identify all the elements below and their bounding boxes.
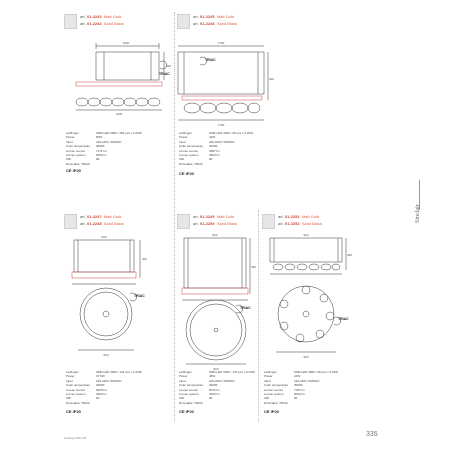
spec-value: SMD LED 3000 / 144 pcs x 0.24W [96, 370, 142, 374]
spec-key: Dimmable: TRIAC [66, 161, 91, 166]
certification-marks: CE IP20 [66, 168, 81, 173]
spec-value: 4687 lm [209, 148, 220, 153]
dimension-label: 1000 [115, 112, 123, 116]
triac-label: TRIAC [338, 317, 349, 321]
dimension-label: 800 [213, 367, 219, 371]
dimension-label: 250 [166, 64, 172, 68]
dimension-label: 400 [251, 265, 257, 269]
footer-text: Catalog 2024-25 [64, 436, 87, 440]
spec-key: CRI [66, 157, 72, 162]
spec-key: Input [264, 378, 271, 383]
spec-value: 90 [294, 396, 298, 401]
spec-key: Power [179, 135, 188, 140]
spec-key: Power [264, 374, 273, 379]
product-thumbnail [64, 14, 77, 29]
spec-key: Dimmable: TRIAC [264, 400, 289, 405]
spec-key: Power [179, 374, 188, 379]
dimension-label: 900 [303, 355, 309, 359]
dimension-label: 1700 [217, 123, 225, 127]
spec-value: 5425 lm [96, 387, 107, 392]
spec-value: 7787 lm [294, 387, 305, 392]
product-drawing [262, 234, 362, 374]
spec-key: Lumen source [179, 148, 199, 153]
certification-marks: CE IP20 [179, 409, 194, 414]
spec-key: CRI [66, 396, 72, 401]
certification-marks: CE IP20 [264, 409, 279, 414]
spec-value: SMD LED 3000 / 96 pcs x 0.24W [294, 370, 339, 374]
product-thumbnail [64, 214, 77, 229]
triac-label: TRIAC [240, 306, 251, 310]
triac-label: TRIAC [159, 72, 170, 76]
spec-value: SMD LED 3000 / 256 pcs x 0.24W [96, 131, 142, 135]
dimension-label: 600 [103, 353, 109, 357]
dimension-label: 1000 [122, 41, 130, 45]
article-line: art. 01-2246 Sand Black [193, 21, 238, 26]
spec-key: CRI [179, 157, 185, 162]
spec-key: Leilfingen [179, 370, 192, 374]
spec-value: 5000 lm [294, 392, 305, 397]
triac-label: TRIAC [205, 58, 216, 62]
spec-row [179, 401, 255, 405]
spec-row [264, 401, 338, 405]
spec-key: Lumen source [66, 148, 86, 153]
spec-value: 220-240V, 50/60Hz [96, 139, 122, 144]
spec-value: 220-240V, 50/60Hz [294, 378, 320, 383]
spec-table [264, 370, 338, 405]
spec-key: Color temperature [66, 383, 91, 388]
spec-value: 5000 lm [96, 153, 107, 158]
spec-key: Lumen source [264, 387, 284, 392]
spec-key: Color temperature [66, 144, 91, 149]
spec-row [66, 162, 142, 166]
spec-key: Color temperature [264, 383, 289, 388]
spec-value: 3000K [294, 383, 303, 388]
spec-value: 220-240V, 50/60Hz [96, 378, 122, 383]
spec-key: Lumen system [264, 392, 284, 397]
spec-row [179, 162, 253, 166]
spec-value: 4000 lm [209, 392, 220, 397]
article-line: art. 01-2252 Sand Black [278, 221, 323, 226]
spec-value: 90 [209, 157, 213, 162]
spec-key: Color temperature [179, 144, 204, 149]
spec-key: Input [179, 378, 186, 383]
spec-key: Lumen system [179, 153, 199, 158]
spec-key: CRI [179, 396, 185, 401]
article-line: art. 01-2243 Matt Gold [80, 14, 122, 19]
spec-value: 37.5W [96, 374, 105, 379]
certification-marks: CE IP20 [179, 171, 194, 176]
article-line: art. 01-2250 Sand Black [193, 221, 238, 226]
product-drawing [178, 40, 278, 135]
dimension-label: 400 [269, 77, 275, 81]
spec-value: SMD LED 3000 / 176 pcs x 0.24W [209, 370, 255, 374]
spec-key: CRI [264, 396, 270, 401]
spec-value: 3000K [209, 144, 218, 149]
spec-key: Power [66, 135, 75, 140]
dimension-label: 900 [303, 233, 309, 237]
spec-table [179, 370, 255, 405]
product-drawing [64, 234, 164, 374]
page-number: 335 [366, 431, 378, 438]
dimension-label: 1700 [217, 41, 225, 45]
spec-key: Input [66, 378, 73, 383]
spec-value: SMD LED 3000 / 96 pcs x 0.24W [209, 131, 254, 135]
certification-marks: CE IP20 [66, 409, 81, 414]
spec-key: Input [179, 139, 186, 144]
product-thumbnail [177, 14, 190, 29]
spec-value: 3000K [96, 144, 105, 149]
spec-table [66, 131, 142, 166]
spec-table [66, 370, 142, 405]
spec-value: 24W [294, 374, 301, 379]
spec-value: 3563 lm [209, 153, 220, 158]
spec-value: 90 [209, 396, 213, 401]
column-divider [174, 12, 175, 422]
triac-label: TRIAC [134, 294, 145, 298]
spec-table [179, 131, 253, 166]
spec-value: 3000K [209, 383, 218, 388]
spec-key: Input [66, 139, 73, 144]
spec-value: 90 [96, 396, 100, 401]
product-drawing [178, 234, 258, 374]
article-line: art. 01-2244 Sand Black [80, 21, 125, 26]
spec-key: Lumen system [179, 392, 199, 397]
article-line: art. 01-2245 Matt Gold [193, 14, 235, 19]
spec-key: Leilfingen [66, 131, 79, 135]
spec-key: Lumen source [66, 387, 86, 392]
product-thumbnail [177, 214, 190, 229]
spec-key: Color temperature [179, 383, 204, 388]
spec-value: 3000K [96, 383, 105, 388]
dimension-label: 600 [101, 235, 107, 239]
column-divider [258, 210, 259, 422]
article-line: art. 01-2247 Matt Gold [80, 214, 122, 219]
spec-row [66, 401, 142, 405]
spec-key: Leilfingen [179, 131, 192, 135]
collection-title: Sinclair [415, 204, 421, 223]
spec-key: Lumen system [66, 153, 86, 158]
spec-value: 6072 lm [209, 387, 220, 392]
spec-key: Lumen system [66, 392, 86, 397]
dimension-label: 400 [142, 257, 148, 261]
spec-key: Dimmable: TRIAC [179, 400, 204, 405]
spec-value: 90 [96, 157, 100, 162]
spec-value: 48W [209, 374, 216, 379]
spec-value: 3200 lm [96, 392, 107, 397]
spec-key: Leilfingen [66, 370, 79, 374]
spec-value: 60W [96, 135, 103, 140]
spec-value: 7171 lm [96, 148, 107, 153]
spec-value: 220-240V, 50/60Hz [209, 139, 235, 144]
article-line: art. 01-2248 Sand Black [80, 221, 125, 226]
dimension-label: 400 [347, 253, 353, 257]
spec-value: 42W [209, 135, 216, 140]
spec-key: Leilfingen [264, 370, 277, 374]
product-drawing [64, 40, 174, 135]
spec-key: Power [66, 374, 75, 379]
dimension-label: 800 [212, 233, 218, 237]
article-line: art. 01-2251 Matt Gold [278, 214, 320, 219]
spec-key: Dimmable: TRIAC [66, 400, 91, 405]
spec-key: Dimmable: TRIAC [179, 161, 204, 166]
article-line: art. 01-2249 Matt Gold [193, 214, 235, 219]
product-thumbnail [262, 214, 275, 229]
spec-value: 220-240V, 50/60Hz [209, 378, 235, 383]
spec-key: Lumen source [179, 387, 199, 392]
